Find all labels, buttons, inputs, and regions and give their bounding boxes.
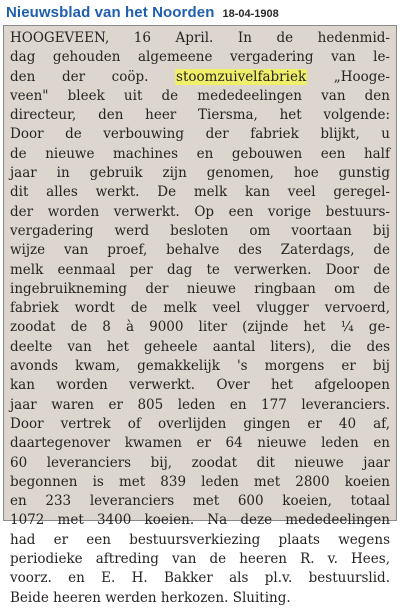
article-line-text: veen" bleek uit de mededeelingen van den xyxy=(10,87,390,104)
article-text xyxy=(10,29,390,608)
article-line-text: kan worden verwerkt. Over het afgeloopen xyxy=(10,377,390,394)
article-line xyxy=(10,299,390,318)
article-line-text: „Hooge- xyxy=(307,68,390,85)
article-line-text: daartegenover kwamen er 64 nieuwe leden en xyxy=(10,435,390,452)
article-line xyxy=(10,164,390,183)
article-line xyxy=(10,473,390,492)
article-line xyxy=(10,125,390,144)
article-line-text: periodieke aftreding van de heeren R. v. Hees, xyxy=(10,551,390,568)
article-line-text: had er een bestuursverkiezing plaats wegens xyxy=(10,531,390,548)
newspaper-clipping xyxy=(3,25,397,606)
article-line-text: 60 leveranciers bij, zoodat dit nieuwe jaar xyxy=(10,454,390,471)
article-line xyxy=(10,222,390,241)
article-line-text: zoodat de 8 à 9000 liter (zijnde het ¼ ge- xyxy=(10,319,390,336)
article-line-text: begonnen is met 839 leden met 2800 koeien xyxy=(10,473,390,490)
article-line xyxy=(10,203,390,222)
article-line xyxy=(10,68,390,87)
article-line-text: Door vertrek of overlijden gingen er 40 af, xyxy=(10,415,390,432)
article-line xyxy=(10,183,390,202)
article-line-text: fabriek wordt de melk veel vlugger vervoerd, xyxy=(10,300,390,317)
article-line-text: voorz. en E. H. Bakker als pl.v. bestuurslid. xyxy=(10,570,390,587)
article-line-text: ingebruikneming der nieuwe ringbaan om de xyxy=(10,280,390,297)
article-line xyxy=(10,376,390,395)
article-line xyxy=(10,241,390,260)
article-line xyxy=(10,29,390,48)
article-line xyxy=(10,145,390,164)
article-line xyxy=(10,434,390,453)
article-line xyxy=(10,511,390,530)
article-line xyxy=(10,550,390,569)
article-line-text: Beide heeren werden herkozen. Sluiting. xyxy=(10,589,291,606)
article-line xyxy=(10,357,390,376)
article-line-text: wijze van proef, behalve des Zaterdags, de xyxy=(10,242,390,259)
article-line xyxy=(10,280,390,299)
article-line-text: Door de verbouwing der fabriek blijkt, u xyxy=(10,126,390,143)
article-line-text: jaar in gebruik zijn genomen, hoe gunstig xyxy=(10,165,390,182)
article-line-text: jaar waren er 805 leden en 177 leveranciers. xyxy=(10,396,390,413)
article-line-text: den der coöp. xyxy=(10,68,176,85)
article-line-text: HOOGEVEEN, 16 April. In de hedenmid- xyxy=(10,30,390,46)
article-line-text: vergadering werd besloten om voortaan bij xyxy=(10,222,390,239)
article-line xyxy=(10,569,390,588)
clipping-header xyxy=(6,4,396,24)
article-line-text: avonds kwam, gemakkelijk 's morgens er bij xyxy=(10,358,390,375)
article-line xyxy=(10,589,390,608)
article-line xyxy=(10,87,390,106)
article-line xyxy=(10,454,390,473)
article-line xyxy=(10,415,390,434)
newspaper-title: Nieuwsblad van het Noorden xyxy=(6,4,215,21)
article-line xyxy=(10,492,390,511)
article-line-text: deelte van het geheele aantal liters), die des xyxy=(10,338,390,355)
article-line-text: der worden verwerkt. Op een vorige bestuurs- xyxy=(10,203,390,220)
search-term-highlight: stoomzuivelfabriek xyxy=(176,68,307,85)
article-line xyxy=(10,531,390,550)
article-line xyxy=(10,338,390,357)
article-line-text: melk eenmaal per dag te verwerken. Door de xyxy=(10,261,390,278)
article-line xyxy=(10,48,390,67)
article-line-text: de nieuwe machines en gebouwen een half xyxy=(10,145,390,162)
article-line xyxy=(10,261,390,280)
article-line-text: 1072 met 3400 koeien. Na deze mededeelingen xyxy=(10,512,390,529)
article-line xyxy=(10,318,390,337)
article-line xyxy=(10,106,390,125)
article-line-text: en 233 leveranciers met 600 koeien, totaal xyxy=(10,493,390,510)
article-line-text: dag gehouden algemeene vergadering van le- xyxy=(10,49,390,66)
article-line-text: directeur, den heer Tiersma, het volgende: xyxy=(10,107,390,124)
publication-date: 18-04-1908 xyxy=(222,8,279,20)
article-line-text: dit alles werkt. De melk kan veel geregel- xyxy=(10,184,390,201)
article-line xyxy=(10,396,390,415)
